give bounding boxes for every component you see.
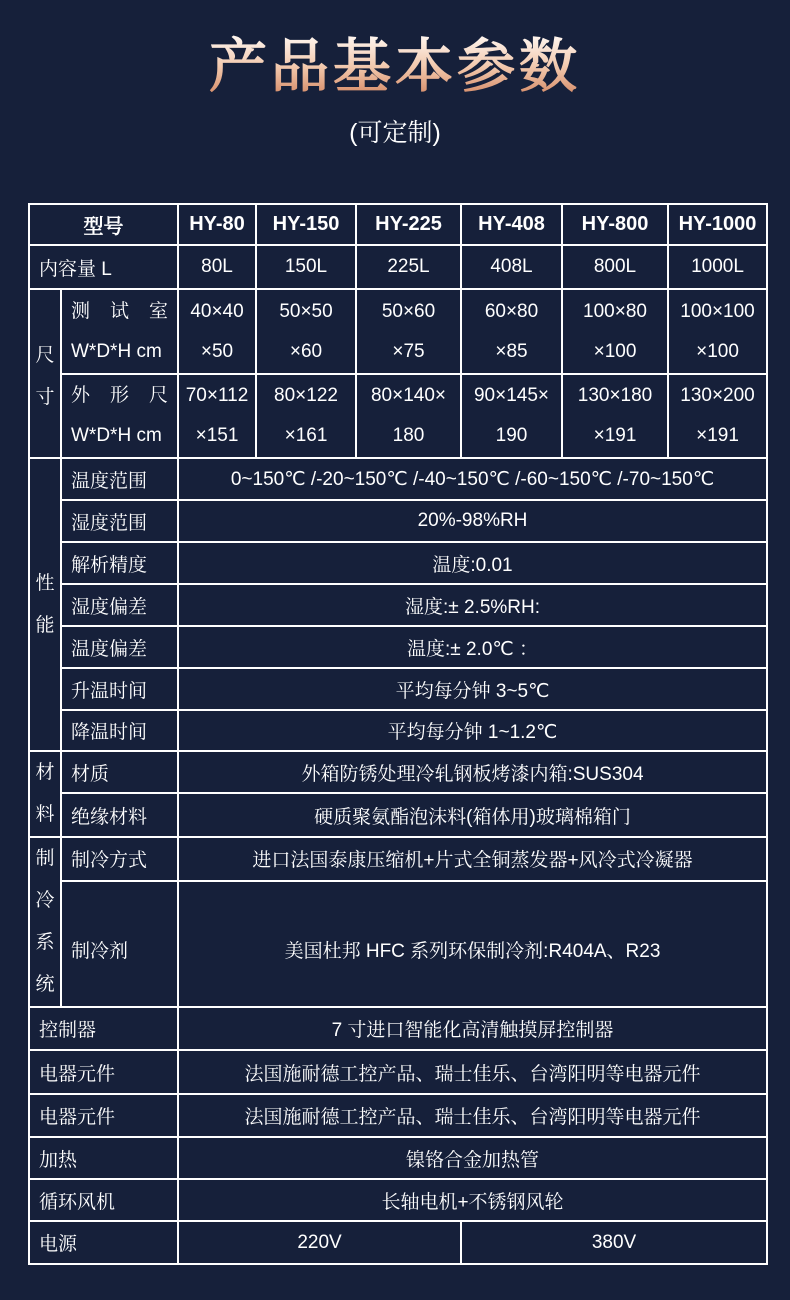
- fan-row: [29, 1179, 767, 1221]
- material-value: 外箱防锈处理冷轧钢板烤漆内箱:SUS304: [178, 751, 767, 793]
- group-dimensions-label: 尺寸: [35, 344, 55, 408]
- controller-value: 7 寸进口智能化高清触摸屏控制器: [178, 1007, 767, 1050]
- temp-deviation-label: 温度偏差: [61, 626, 178, 668]
- capacity-value: 80L: [178, 245, 256, 289]
- cooldown-time-label: 降温时间: [61, 710, 178, 751]
- heatup-time-value: 平均每分钟 3~5℃: [178, 668, 767, 710]
- page-header: [0, 0, 790, 203]
- heating-label: 加热: [29, 1137, 178, 1179]
- capacity-label: 内容量 L: [29, 245, 178, 289]
- exterior-value: 130×200 ×191: [668, 374, 767, 458]
- exterior-value: 70×112 ×151: [178, 374, 256, 458]
- cooldown-time-row: [29, 710, 767, 751]
- capacity-value: 225L: [356, 245, 461, 289]
- insulation-label: 绝缘材料: [61, 793, 178, 837]
- test-room-label: 测试室 W*D*H cm: [61, 289, 178, 374]
- test-room-value: 50×60 ×75: [356, 289, 461, 374]
- page-subtitle: (可定制): [349, 118, 441, 147]
- humidity-range-label: 湿度范围: [61, 500, 178, 542]
- temp-range-row: [29, 458, 767, 500]
- fan-value: 长轴电机+不锈钢风轮: [178, 1179, 767, 1221]
- refrigerant-value: 美国杜邦 HFC 系列环保制冷剂:R404A、R23: [178, 881, 767, 1007]
- model-hy-80: HY-80: [178, 204, 256, 245]
- exterior-value: 80×140× 180: [356, 374, 461, 458]
- exterior-row: [29, 374, 767, 458]
- group-performance-label: 性能: [35, 572, 55, 636]
- heatup-time-row: [29, 668, 767, 710]
- test-room-value: 100×80 ×100: [562, 289, 668, 374]
- heating-value: 镍铬合金加热管: [178, 1137, 767, 1179]
- model-hy-1000: HY-1000: [668, 204, 767, 245]
- group-cooling-label: 制冷系统: [35, 848, 55, 995]
- humidity-range-value: 20%-98%RH: [178, 500, 767, 542]
- capacity-row: [29, 245, 767, 289]
- exterior-value: 90×145× 190: [461, 374, 562, 458]
- test-room-value: 50×50 ×60: [256, 289, 356, 374]
- insulation-row: [29, 793, 767, 837]
- group-materials: [29, 751, 61, 837]
- refrigerant-label: 制冷剂: [61, 881, 178, 1007]
- model-column-header: 型号: [29, 204, 178, 245]
- exterior-value: 80×122 ×161: [256, 374, 356, 458]
- capacity-value: 800L: [562, 245, 668, 289]
- cooldown-time-value: 平均每分钟 1~1.2℃: [178, 710, 767, 751]
- model-hy-800: HY-800: [562, 204, 668, 245]
- heating-row: [29, 1137, 767, 1179]
- humidity-deviation-value: 湿度:± 2.5%RH:: [178, 584, 767, 626]
- capacity-value: 1000L: [668, 245, 767, 289]
- temp-deviation-row: [29, 626, 767, 668]
- spec-table: [28, 203, 768, 1265]
- electrical-row-2: [29, 1094, 767, 1137]
- header-row: [29, 204, 767, 245]
- capacity-value: 150L: [256, 245, 356, 289]
- electrical-value: 法国施耐德工控产品、瑞士佳乐、台湾阳明等电器元件: [178, 1094, 767, 1137]
- resolution-row: [29, 542, 767, 584]
- power-value-220v: 220V: [178, 1221, 461, 1264]
- resolution-value: 温度:0.01: [178, 542, 767, 584]
- cooling-method-label: 制冷方式: [61, 837, 178, 881]
- model-hy-408: HY-408: [461, 204, 562, 245]
- electrical-value: 法国施耐德工控产品、瑞士佳乐、台湾阳明等电器元件: [178, 1050, 767, 1094]
- fan-label: 循环风机: [29, 1179, 178, 1221]
- group-performance: [29, 458, 61, 751]
- resolution-label: 解析精度: [61, 542, 178, 584]
- controller-row: [29, 1007, 767, 1050]
- exterior-value: 130×180 ×191: [562, 374, 668, 458]
- power-value-380v: 380V: [461, 1221, 767, 1264]
- group-dimensions: [29, 289, 61, 458]
- exterior-label: 外形尺 W*D*H cm: [61, 374, 178, 458]
- temp-deviation-value: 温度:± 2.0℃ ：: [178, 626, 767, 668]
- model-hy-225: HY-225: [356, 204, 461, 245]
- temp-range-label: 温度范围: [61, 458, 178, 500]
- insulation-value: 硬质聚氨酯泡沫料(箱体用)玻璃棉箱门: [178, 793, 767, 837]
- capacity-value: 408L: [461, 245, 562, 289]
- heatup-time-label: 升温时间: [61, 668, 178, 710]
- refrigerant-row: [29, 881, 767, 1007]
- test-room-value: 40×40 ×50: [178, 289, 256, 374]
- group-cooling: [29, 837, 61, 1007]
- humidity-range-row: [29, 500, 767, 542]
- material-label: 材质: [61, 751, 178, 793]
- test-room-value: 60×80 ×85: [461, 289, 562, 374]
- test-room-row: [29, 289, 767, 374]
- humidity-deviation-label: 湿度偏差: [61, 584, 178, 626]
- humidity-deviation-row: [29, 584, 767, 626]
- material-row: [29, 751, 767, 793]
- temp-range-value: 0~150℃ /-20~150℃ /-40~150℃ /-60~150℃ /-70~150℃: [178, 458, 767, 500]
- controller-label: 控制器: [29, 1007, 178, 1050]
- power-row: [29, 1221, 767, 1264]
- group-materials-label: 材料: [35, 762, 55, 825]
- page-title: 产品基本参数: [208, 34, 581, 99]
- electrical-label: 电器元件: [29, 1094, 178, 1137]
- electrical-label: 电器元件: [29, 1050, 178, 1094]
- model-hy-150: HY-150: [256, 204, 356, 245]
- cooling-method-value: 进口法国泰康压缩机+片式全铜蒸发器+风冷式冷凝器: [178, 837, 767, 881]
- electrical-row-1: [29, 1050, 767, 1094]
- test-room-value: 100×100 ×100: [668, 289, 767, 374]
- cooling-method-row: [29, 837, 767, 881]
- power-label: 电源: [29, 1221, 178, 1264]
